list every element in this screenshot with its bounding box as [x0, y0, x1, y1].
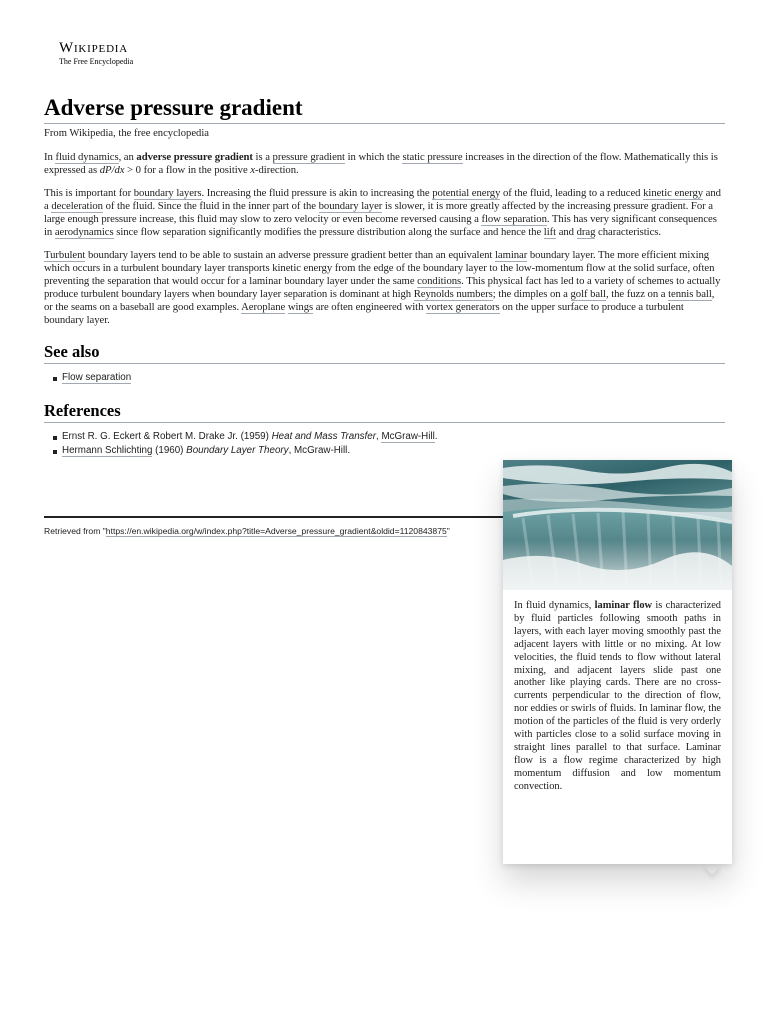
link-kinetic-energy[interactable]: kinetic energy — [643, 187, 704, 199]
reference-title: Heat and Mass Transfer — [271, 431, 376, 442]
text: . — [434, 431, 438, 442]
page-preview-popup[interactable] — [503, 460, 732, 864]
reference-publisher: , McGraw-Hill. — [288, 445, 351, 456]
link-drag[interactable]: drag — [576, 226, 596, 238]
list-item — [53, 371, 725, 385]
text: , — [375, 431, 382, 442]
link-conditions[interactable]: conditions — [417, 275, 462, 287]
text: on the upper surface to produce a turbulent boundary layer. — [44, 301, 684, 326]
text: of the fluid, leading to a reduced — [500, 187, 644, 199]
paragraph-turbulent — [44, 249, 725, 327]
text: , or the seams on a baseball are good examples. — [44, 288, 715, 313]
text: and — [556, 226, 577, 238]
waterfall-image[interactable] — [503, 460, 732, 590]
link-potential-energy[interactable]: potential energy — [432, 187, 501, 199]
math-dpdx: dP/dx — [99, 164, 125, 176]
text: is characterized by fluid particles following smooth paths in layers, with each layer moving smoothly past the adjacent layers with little or no mixing. At low velocities, the fluid tends to flow without lateral mixing, and adjacent layers slide past one another like playing cards. There are no cross-currents perpendicular to the direction of flow, nor eddies or swirls of fluids. In laminar flow, the motion of the particles of the fluid is very orderly with particles close to a solid surface moving in straight lines parallel to that surface. Laminar flow is a flow regime characterized by high momentum diffusion and low momentum convection. — [514, 600, 721, 792]
reference-item — [53, 444, 725, 458]
text: > 0 for a flow in the positive — [124, 164, 251, 176]
logo-tagline: The Free Encyclopedia — [59, 57, 134, 66]
link-aeroplane[interactable]: Aeroplane — [241, 301, 286, 313]
link-mcgraw-hill[interactable]: McGraw-Hill — [381, 431, 435, 442]
text: In fluid dynamics, — [514, 600, 595, 611]
text: . Increasing the fluid pressure is akin to increasing the — [201, 187, 433, 199]
references-list — [53, 430, 725, 458]
text: is a — [252, 151, 273, 163]
see-also-heading: See also — [44, 342, 725, 364]
reference-year: (1960) — [152, 445, 187, 456]
reference-authors: Ernst R. G. Eckert & Robert M. Drake Jr. (1959) — [62, 431, 272, 442]
text: characteristics. — [595, 226, 662, 238]
text: increases in the direction of the flow. Mathematically this is expressed as — [44, 151, 718, 176]
site-subtitle: From Wikipedia, the free encyclopedia — [44, 128, 209, 139]
text: . This has very significant consequences in — [44, 213, 717, 238]
math-x: x — [250, 164, 255, 176]
text: This is important for — [44, 187, 134, 199]
text: In — [44, 151, 56, 163]
text: is slower, it is more greatly affected by the increasing pressure gradient. For a large enough pressure increase, this fluid may slow to zero velocity or even become reversed causing a — [44, 200, 713, 225]
references-heading: References — [44, 401, 725, 423]
text: since flow separation significantly modifies the pressure distribution along the surface and hence the — [113, 226, 544, 238]
text: , the fuzz on a — [605, 288, 669, 300]
link-boundary-layer[interactable]: boundary layer — [318, 200, 383, 212]
logo-wordmark: Wikipedia — [59, 40, 129, 56]
bold-term: adverse pressure gradient — [136, 151, 253, 163]
popup-extract[interactable] — [514, 600, 721, 794]
link-wings[interactable]: wings — [287, 301, 314, 313]
reference-title: Boundary Layer Theory — [186, 445, 289, 456]
link-flow-separation[interactable]: flow separation — [481, 213, 547, 225]
text: -direction. — [254, 164, 299, 176]
link-turbulent[interactable]: Turbulent — [44, 249, 86, 261]
reference-item — [53, 430, 725, 444]
link-static-pressure[interactable]: static pressure — [402, 151, 463, 163]
link-retrieved-url[interactable]: https://en.wikipedia.org/w/index.php?title=Adverse_pressure_gradient&oldid=1120843875 — [105, 526, 447, 536]
link-golf-ball[interactable]: golf ball — [570, 288, 606, 300]
link-boundary-layers[interactable]: boundary layers — [133, 187, 202, 199]
link-tennis-ball[interactable]: tennis ball — [668, 288, 712, 300]
text: boundary layer. The more efficient mixing which occurs in a turbulent boundary layer transports kinetic energy from the edge of the boundary layer to the low-momentum flow at the solid surface, often preventing the separation that would occur for a laminar boundary layer under the same — [44, 249, 715, 287]
link-vortex-generators[interactable]: vortex generators — [426, 301, 500, 313]
link-flow-separation-see-also[interactable]: Flow separation — [62, 372, 132, 383]
link-lift[interactable]: lift — [543, 226, 557, 238]
text: Retrieved from " — [44, 526, 106, 536]
link-fluid-dynamics[interactable]: fluid dynamics — [55, 151, 119, 163]
page-title: Adverse pressure gradient — [44, 94, 725, 124]
text: of the fluid. Since the fluid in the inner part of the — [102, 200, 319, 212]
paragraph-intro — [44, 151, 725, 177]
link-deceleration[interactable]: deceleration — [51, 200, 103, 212]
link-reynolds-numbers[interactable]: Reynolds numbers — [413, 288, 493, 300]
see-also-list — [53, 371, 725, 385]
bold-term: laminar flow — [594, 600, 653, 611]
retrieved-from — [44, 516, 504, 536]
article-content — [44, 94, 725, 458]
link-hermann-schlichting[interactable]: Hermann Schlichting — [62, 445, 153, 456]
text: in which the — [344, 151, 403, 163]
wikipedia-logo[interactable] — [59, 40, 133, 66]
text: . This physical fact has led to a variety of schemes to actually produce turbulent boundary layers when boundary layer separation is dominant at high — [44, 275, 721, 300]
text: boundary layers tend to be able to sustain an adverse pressure gradient better than an equivalent — [85, 249, 495, 261]
text: are often engineered with — [313, 301, 427, 313]
text: ; the dimples on a — [492, 288, 571, 300]
link-pressure-gradient[interactable]: pressure gradient — [272, 151, 345, 163]
text: and a — [44, 187, 721, 212]
text: , an — [118, 151, 137, 163]
link-laminar[interactable]: laminar — [494, 249, 528, 261]
text: " — [446, 526, 450, 536]
paragraph-boundary-layers — [44, 187, 725, 239]
link-aerodynamics[interactable]: aerodynamics — [54, 226, 114, 238]
